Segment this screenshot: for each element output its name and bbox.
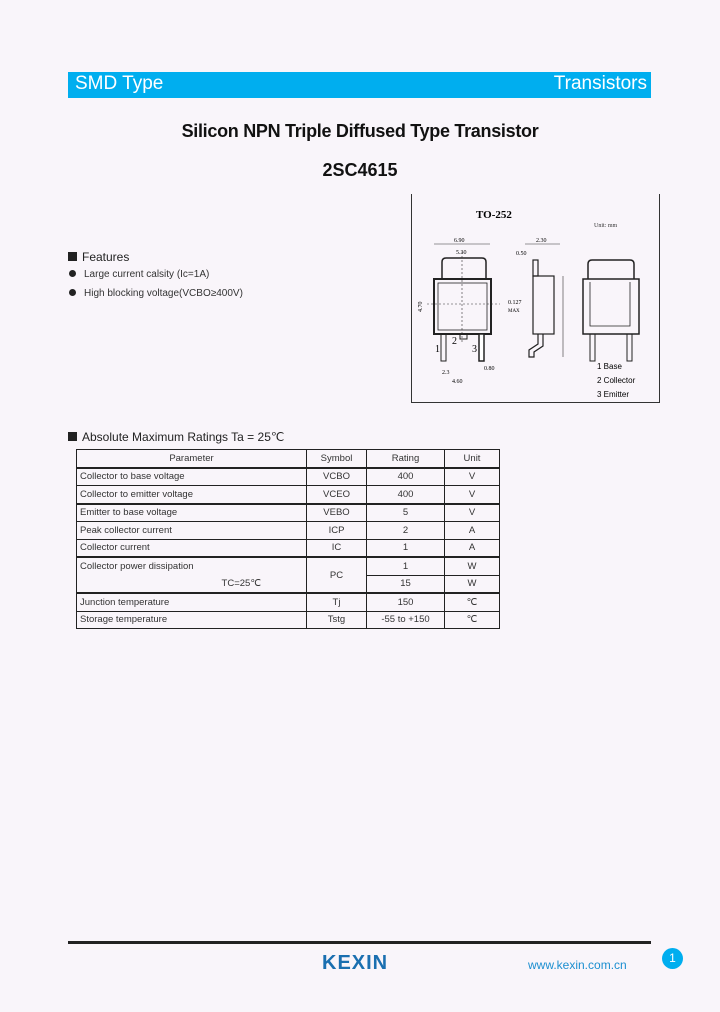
svg-text:2 Collector: 2 Collector xyxy=(597,376,636,385)
svg-text:3: 3 xyxy=(472,344,477,355)
svg-text:2.30: 2.30 xyxy=(536,238,547,244)
table-row xyxy=(77,539,500,557)
rating-cell: 5 xyxy=(367,504,445,522)
param-cell: Collector power dissipation xyxy=(77,557,307,575)
svg-text:1 Base: 1 Base xyxy=(597,362,622,371)
column-header: Rating xyxy=(367,450,445,468)
column-header: Parameter xyxy=(77,450,307,468)
rating-cell: -55 to +150 xyxy=(367,611,445,629)
table-row xyxy=(77,504,500,522)
package-drawing xyxy=(411,194,660,403)
symbol-cell: ICP xyxy=(307,522,367,540)
svg-text:2.3: 2.3 xyxy=(442,370,450,376)
unit-cell: V xyxy=(445,504,500,522)
ratings-heading-text: Absolute Maximum Ratings Ta = 25℃ xyxy=(82,430,285,444)
svg-text:0.127: 0.127 xyxy=(508,300,522,306)
svg-text:0.80: 0.80 xyxy=(484,366,495,372)
column-header: Unit xyxy=(445,450,500,468)
svg-text:Unit: mm: Unit: mm xyxy=(594,223,618,229)
svg-text:3 Emitter: 3 Emitter xyxy=(597,390,630,399)
rating-cell: 2 xyxy=(367,522,445,540)
unit-cell: ℃ xyxy=(445,611,500,629)
category-label: SMD Type xyxy=(75,73,164,94)
table-row xyxy=(77,486,500,504)
param-cell: Collector current xyxy=(77,539,307,557)
param-cell: Junction temperature xyxy=(77,593,307,611)
symbol-cell: IC xyxy=(307,539,367,557)
svg-text:MAX: MAX xyxy=(508,309,520,314)
param-cell: Storage temperature xyxy=(77,611,307,629)
svg-text:6.90: 6.90 xyxy=(454,238,465,244)
part-number: 2SC4615 xyxy=(322,160,398,180)
svg-text:5.30: 5.30 xyxy=(456,250,467,256)
svg-text:TO-252: TO-252 xyxy=(476,209,512,221)
symbol-cell: PC xyxy=(307,557,367,593)
features-heading xyxy=(68,250,129,264)
header-banner xyxy=(68,72,651,98)
unit-cell: W xyxy=(445,557,500,575)
bullet-icon xyxy=(69,289,76,296)
website-link[interactable]: www.kexin.com.cn xyxy=(528,958,627,972)
unit-cell: W xyxy=(445,575,500,593)
features-heading-text: Features xyxy=(82,250,130,264)
table-header-row xyxy=(77,450,500,468)
unit-cell: V xyxy=(445,468,500,486)
symbol-cell: Tstg xyxy=(307,611,367,629)
table-row xyxy=(77,575,500,593)
unit-cell: A xyxy=(445,522,500,540)
table-row xyxy=(77,522,500,540)
feature-text: High blocking voltage(VCBO≥400V) xyxy=(84,288,243,299)
table-row xyxy=(77,557,500,575)
column-header: Symbol xyxy=(307,450,367,468)
symbol-cell: Tj xyxy=(307,593,367,611)
footer-divider xyxy=(68,941,651,944)
feature-item xyxy=(69,269,209,280)
param-cell: Collector to emitter voltage xyxy=(77,486,307,504)
symbol-cell: VCEO xyxy=(307,486,367,504)
param-cell: Collector to base voltage xyxy=(77,468,307,486)
table-row xyxy=(77,468,500,486)
to252-outline-diagram xyxy=(412,194,659,402)
feature-item xyxy=(69,288,243,299)
square-bullet-icon xyxy=(68,432,77,441)
rating-cell: 1 xyxy=(367,539,445,557)
rating-cell: 15 xyxy=(367,575,445,593)
ratings-heading xyxy=(68,430,284,444)
kexin-logo: KEXIN xyxy=(322,952,389,974)
svg-text:1: 1 xyxy=(435,344,440,355)
ratings-table xyxy=(76,449,500,629)
unit-cell: A xyxy=(445,539,500,557)
svg-text:2: 2 xyxy=(452,336,457,347)
feature-text: Large current calsity (Ic=1A) xyxy=(84,269,210,280)
symbol-cell: VCBO xyxy=(307,468,367,486)
param-cell: Peak collector current xyxy=(77,522,307,540)
rating-cell: 400 xyxy=(367,486,445,504)
table-row xyxy=(77,593,500,611)
bullet-icon xyxy=(69,270,76,277)
rating-cell: 150 xyxy=(367,593,445,611)
product-type-label: Transistors xyxy=(553,73,647,94)
symbol-cell: VEBO xyxy=(307,504,367,522)
page-number-badge: 1 xyxy=(662,948,683,969)
page-title: Silicon NPN Triple Diffused Type Transistor xyxy=(181,121,539,141)
unit-cell: V xyxy=(445,486,500,504)
unit-cell: ℃ xyxy=(445,593,500,611)
svg-text:4.70: 4.70 xyxy=(418,301,424,312)
rating-cell: 400 xyxy=(367,468,445,486)
svg-text:0.50: 0.50 xyxy=(516,251,527,257)
param-cell: Emitter to base voltage xyxy=(77,504,307,522)
svg-text:4.60: 4.60 xyxy=(452,379,463,385)
table-row xyxy=(77,611,500,629)
rating-cell: 1 xyxy=(367,557,445,575)
param-cell: TC=25℃ xyxy=(77,575,307,593)
square-bullet-icon xyxy=(68,252,77,261)
